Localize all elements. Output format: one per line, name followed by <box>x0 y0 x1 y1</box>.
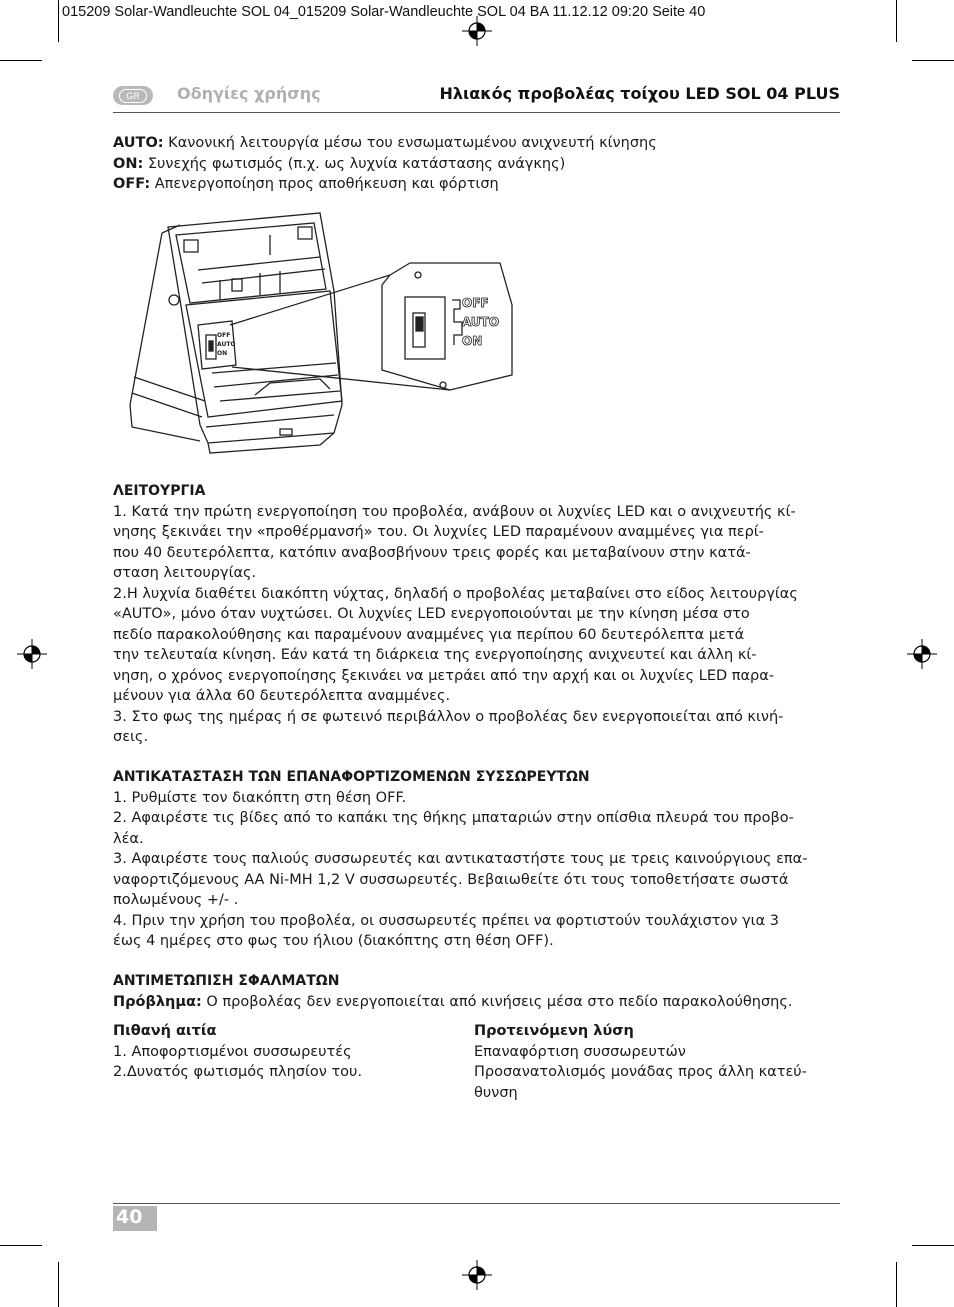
switch-off-label: OFF <box>462 296 489 310</box>
switch-on-label: ON <box>462 334 483 348</box>
mode-label: AUTO: <box>113 135 164 151</box>
operation-line: την τελευταία κίνηση. Εάν κατά τη διάρκεια της ενεργοποίησης ανιχνευτεί και άλλη κί- <box>113 647 757 663</box>
problem-text: Ο προβολέας δεν ενεργοποιείται από κινήσεις μέσα στο πεδίο παρακολούθησης. <box>201 993 793 1010</box>
mode-text: Συνεχής φωτισμός (π.χ. ως λυχνία κατάστασης ανάγκης) <box>143 155 566 172</box>
registration-mark-icon <box>17 639 47 669</box>
batteries-line: έως 4 ημέρες στο φως του ήλιου (διακόπτης στη θέση OFF). <box>113 933 554 949</box>
operation-line: 2.Η λυχνία διαθέτει διακόπτη νύχτας, δηλαδή ο προβολέας μεταβαίνει στο είδος λειτουργίας <box>113 585 798 602</box>
crop-mark <box>912 1245 954 1246</box>
lamp-switch-illustration <box>120 205 520 465</box>
batteries-line: πολωμένους +/- . <box>113 892 239 908</box>
crop-mark <box>912 60 954 61</box>
operation-line: που 40 δευτερόλεπτα, κατόπιν αναβοσβήνουν τρεις φορές και μεταβαίνουν στην κατά- <box>113 544 751 561</box>
mode-line-on <box>113 154 565 175</box>
batteries-line: 2. Αφαιρέστε τις βίδες από το καπάκι της θήκης μπαταριών στην οπίσθια πλευρά του προβο- <box>113 810 794 826</box>
solution-heading: Προτεινόμενη λύση <box>474 1023 634 1039</box>
crop-mark <box>0 1245 42 1246</box>
cause-item: 2.Δυνατός φωτισμός πλησίον του. <box>113 1064 363 1080</box>
operation-line: «AUTO», μόνο όταν νυχτώσει. Οι λυχνίες LED ενεργοποιούνται με την κίνηση μέσα στο <box>113 606 750 622</box>
operation-line: σταση λειτουργίας. <box>113 565 257 581</box>
batteries-line: ναφορτιζόμενους AA Ni-MH 1,2 V συσσωρευτές. Βεβαιωθείτε ότι τους τοποθετήσατε σωστά <box>113 871 789 888</box>
page-header <box>113 82 840 108</box>
page-number-box <box>113 1206 157 1231</box>
operation-line: 3. Στο φως της ημέρας ή σε φωτεινό περιβάλλον ο προβολέας δεν ενεργοποιείται από κινή- <box>113 708 784 725</box>
crop-mark <box>896 0 897 42</box>
mode-label: OFF: <box>113 176 151 192</box>
operation-line: πεδίο παρακολούθησης και παραμένουν αναμμένες για περίπου 60 δευτερόλεπτα μετά <box>113 626 745 643</box>
page-number: 40 <box>116 1206 143 1228</box>
operation-line: μένουν για άλλα 60 δευτερόλεπτα αναμμένες. <box>113 688 451 704</box>
switch-auto-label: AUTO <box>462 315 500 329</box>
batteries-line: λέα. <box>113 830 144 847</box>
problem-label: Πρόβλημα: <box>113 993 202 1010</box>
registration-mark-icon <box>462 1260 492 1290</box>
mode-text: Απενεργοποίηση προς αποθήκευση και φόρτιση <box>150 176 499 192</box>
operation-line: 1. Κατά την πρώτη ενεργοποίηση του προβολέα, ανάβουν οι λυχνίες LED και ο ανιχνευτής κί- <box>113 503 796 520</box>
operation-heading: ΛΕΙΤΟΥΡΓΙΑ <box>113 483 206 499</box>
crop-mark <box>0 60 42 61</box>
batteries-line: 1. Ρυθμίστε τον διακόπτη στη θέση OFF. <box>113 789 407 806</box>
mode-text: Κανονική λειτουργία μέσω του ενσωματωμένου ανιχνευτή κίνησης <box>163 135 657 151</box>
print-slug: 015209 Solar-Wandleuchte SOL 04_015209 Solar-Wandleuchte SOL 04 BA 11.12.12 09:20 Seite 40 <box>62 4 706 20</box>
section-title: Οδηγίες χρήσης <box>177 84 321 103</box>
troubleshooting-heading: ΑΝΤΙΜΕΤΩΠΙΣΗ ΣΦΑΛΜΑΤΩΝ <box>113 973 340 989</box>
problem-line <box>113 992 792 1013</box>
batteries-line: 4. Πριν την χρήση του προβολέα, οι συσσωρευτές πρέπει να φορτιστούν τουλάχιστον για 3 <box>113 912 779 929</box>
switch-off-label-small: OFF <box>217 332 231 339</box>
registration-mark-icon <box>907 639 937 669</box>
batteries-heading: ΑΝΤΙΚΑΤΑΣΤΑΣΗ ΤΩΝ ΕΠΑΝΑΦΟΡΤΙΖΟΜΕΝΩΝ ΣΥΣΣΩΡΕΥΤΩΝ <box>113 769 590 785</box>
operation-line: σεις. <box>113 729 149 745</box>
mode-line-auto <box>113 133 657 154</box>
registration-mark-icon <box>462 16 492 46</box>
language-badge <box>113 86 153 105</box>
switch-on-label-small: ON <box>217 350 228 357</box>
cause-item: 1. Αποφορτισμένοι συσσωρευτές <box>113 1043 352 1060</box>
solution-item: θυνση <box>474 1084 518 1101</box>
crop-mark <box>58 0 59 42</box>
footer-rule <box>113 1203 840 1204</box>
header-rule <box>113 112 840 113</box>
language-badge-label: GR <box>119 89 147 103</box>
cause-heading: Πιθανή αιτία <box>113 1023 217 1039</box>
solution-item: Επαναφόρτιση συσσωρευτών <box>474 1043 686 1060</box>
product-title: Ηλιακός προβολέας τοίχου LED SOL 04 PLUS <box>439 84 840 103</box>
crop-mark <box>896 1262 897 1307</box>
solution-item: Προσανατολισμός μονάδας προς άλλη κατεύ- <box>474 1064 807 1080</box>
batteries-line: 3. Αφαιρέστε τους παλιούς συσσωρευτές και αντικαταστήστε τους με τρεις καινούργιους επα- <box>113 851 808 867</box>
operation-line: νηση, ο χρόνος ενεργοποίησης ξεκινάει να μετράει από την αρχή και οι λυχνίες LED παρα- <box>113 667 775 684</box>
crop-mark <box>58 1262 59 1307</box>
mode-label: ON: <box>113 155 144 172</box>
switch-auto-label-small: AUTO <box>217 341 236 348</box>
mode-line-off <box>113 174 499 195</box>
operation-line: νησης ξεκινάει την «προθέρμανσή» του. Οι λυχνίες LED παραμένουν αναμμένες για περί- <box>113 524 764 540</box>
